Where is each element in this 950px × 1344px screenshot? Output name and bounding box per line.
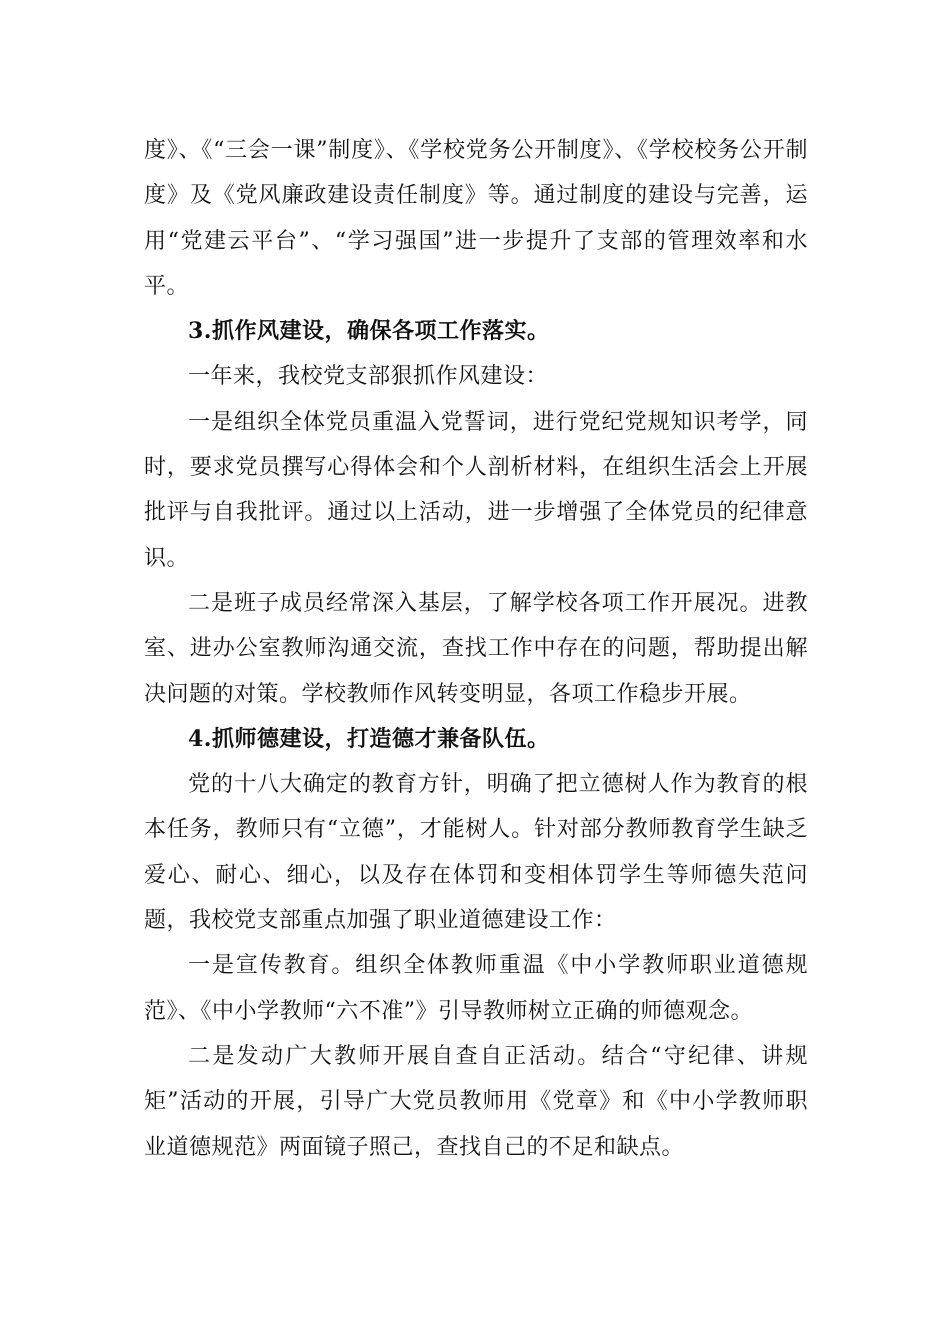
- paragraph-teacher-ethics-first: 一是宣传教育。组织全体教师重温《中小学教师职业道德规范》、《中小学教师“六不准”》引导教师树立正确的师德观念。: [144, 953, 808, 1024]
- section-heading-work-style: 3.抓作风建设，确保各项工作落实。: [188, 318, 550, 345]
- paragraph-work-style-first: 一是组织全体党员重温入党誓词，进行党纪党规知识考学，同时，要求党员撰写心得体会和个人剖析材料，在组织生活会上开展批评与自我批评。通过以上活动，进一步增强了全体党员的纪律意识。: [144, 409, 808, 571]
- paragraph-teacher-ethics-second: 二是发动广大教师开展自查自正活动。结合“守纪律、讲规矩”活动的开展，引导广大党员教师用《党章》和《中小学教师职业道德规范》两面镜子照己，查找自己的不足和缺点。: [144, 1043, 808, 1160]
- document-page: [144, 128, 808, 1170]
- paragraph-work-style-intro: 一年来，我校党支部狠抓作风建设：: [188, 364, 549, 390]
- section-heading-teacher-ethics: 4.抓师德建设，打造德才兼备队伍。: [188, 725, 550, 752]
- paragraph-work-style-second: 二是班子成员经常深入基层，了解学校各项工作开展况。进教室、进办公室教师沟通交流，查找工作中存在的问题，帮助提出解决问题的对策。学校教师作风转变明显，各项工作稳步开展。: [144, 590, 808, 707]
- paragraph-teacher-ethics-intro: 党的十八大确定的教育方针，明确了把立德树人作为教育的根本任务，教师只有“立德”，才能树人。针对部分教师教育学生缺乏爱心、耐心、细心，以及存在体罚和变相体罚学生等师德失范问题，我校党支部重点加强了职业道德建设工作：: [144, 772, 808, 934]
- paragraph-regulations: 度》、《“三会一课”制度》、《学校党务公开制度》、《学校校务公开制度》及《党风廉政建设责任制度》等。通过制度的建设与完善，运用“党建云平台”、“学习强国”进一步提升了支部的管理效率和水平。: [144, 138, 808, 299]
